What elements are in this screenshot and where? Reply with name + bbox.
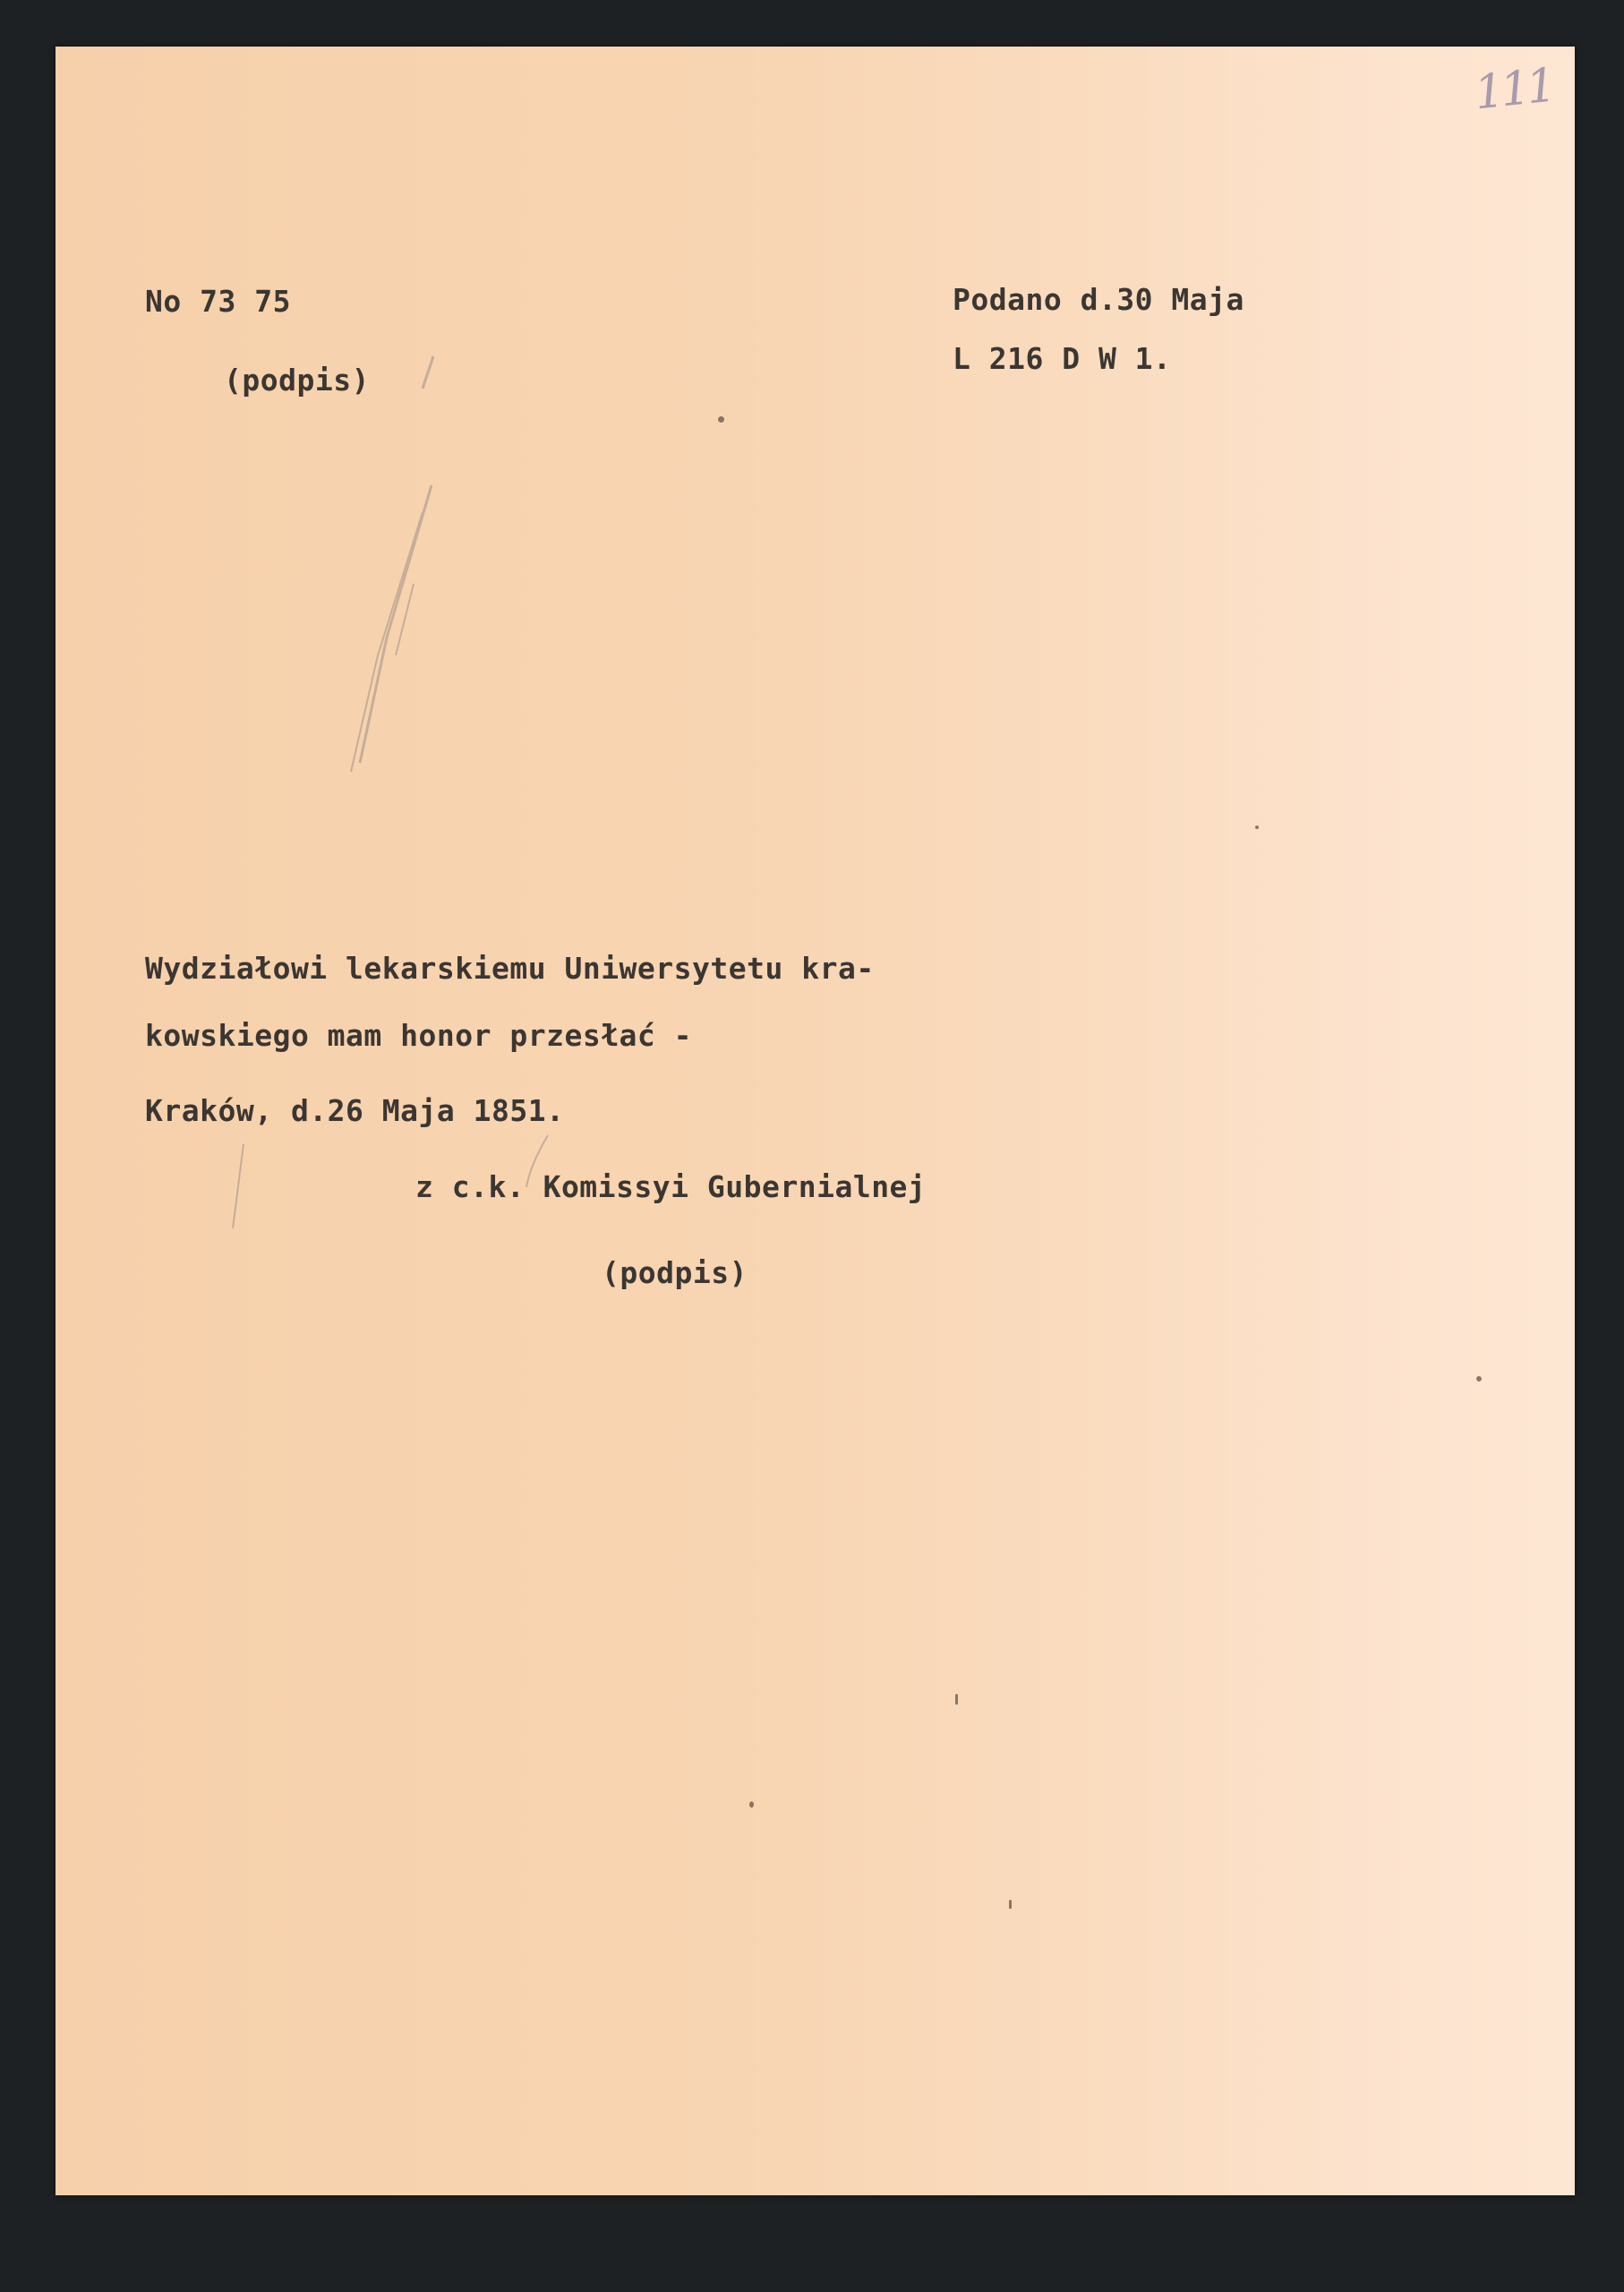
document-number: No 73 75	[145, 284, 291, 319]
paper-speck	[955, 1694, 958, 1705]
reference-number: L 216 D W 1.	[953, 341, 1172, 376]
paper-speck	[1255, 825, 1259, 829]
paper-speck	[1476, 1376, 1482, 1381]
document-page	[56, 47, 1575, 2195]
pencil-curve	[521, 1130, 557, 1193]
place-date: Kraków, d.26 Maja 1851.	[145, 1093, 565, 1128]
issuing-office: z c.k. Komissyi Gubernialnej	[415, 1169, 927, 1204]
page-number: 111	[1472, 58, 1556, 121]
paper-speck	[749, 1801, 754, 1808]
paper-speck	[718, 416, 724, 423]
pencil-tick	[414, 351, 440, 396]
signature-bottom: (podpis)	[602, 1255, 748, 1290]
signature-top: (podpis)	[224, 363, 370, 398]
pencil-line	[226, 1139, 252, 1237]
pencil-scribble	[324, 476, 449, 781]
submitted-date: Podano d.30 Maja	[953, 282, 1244, 317]
body-line-1: Wydziałowi lekarskiemu Uniwersytetu kra-	[145, 951, 875, 986]
body-line-2: kowskiego mam honor przesłać -	[145, 1018, 693, 1053]
paper-speck	[1009, 1900, 1012, 1909]
